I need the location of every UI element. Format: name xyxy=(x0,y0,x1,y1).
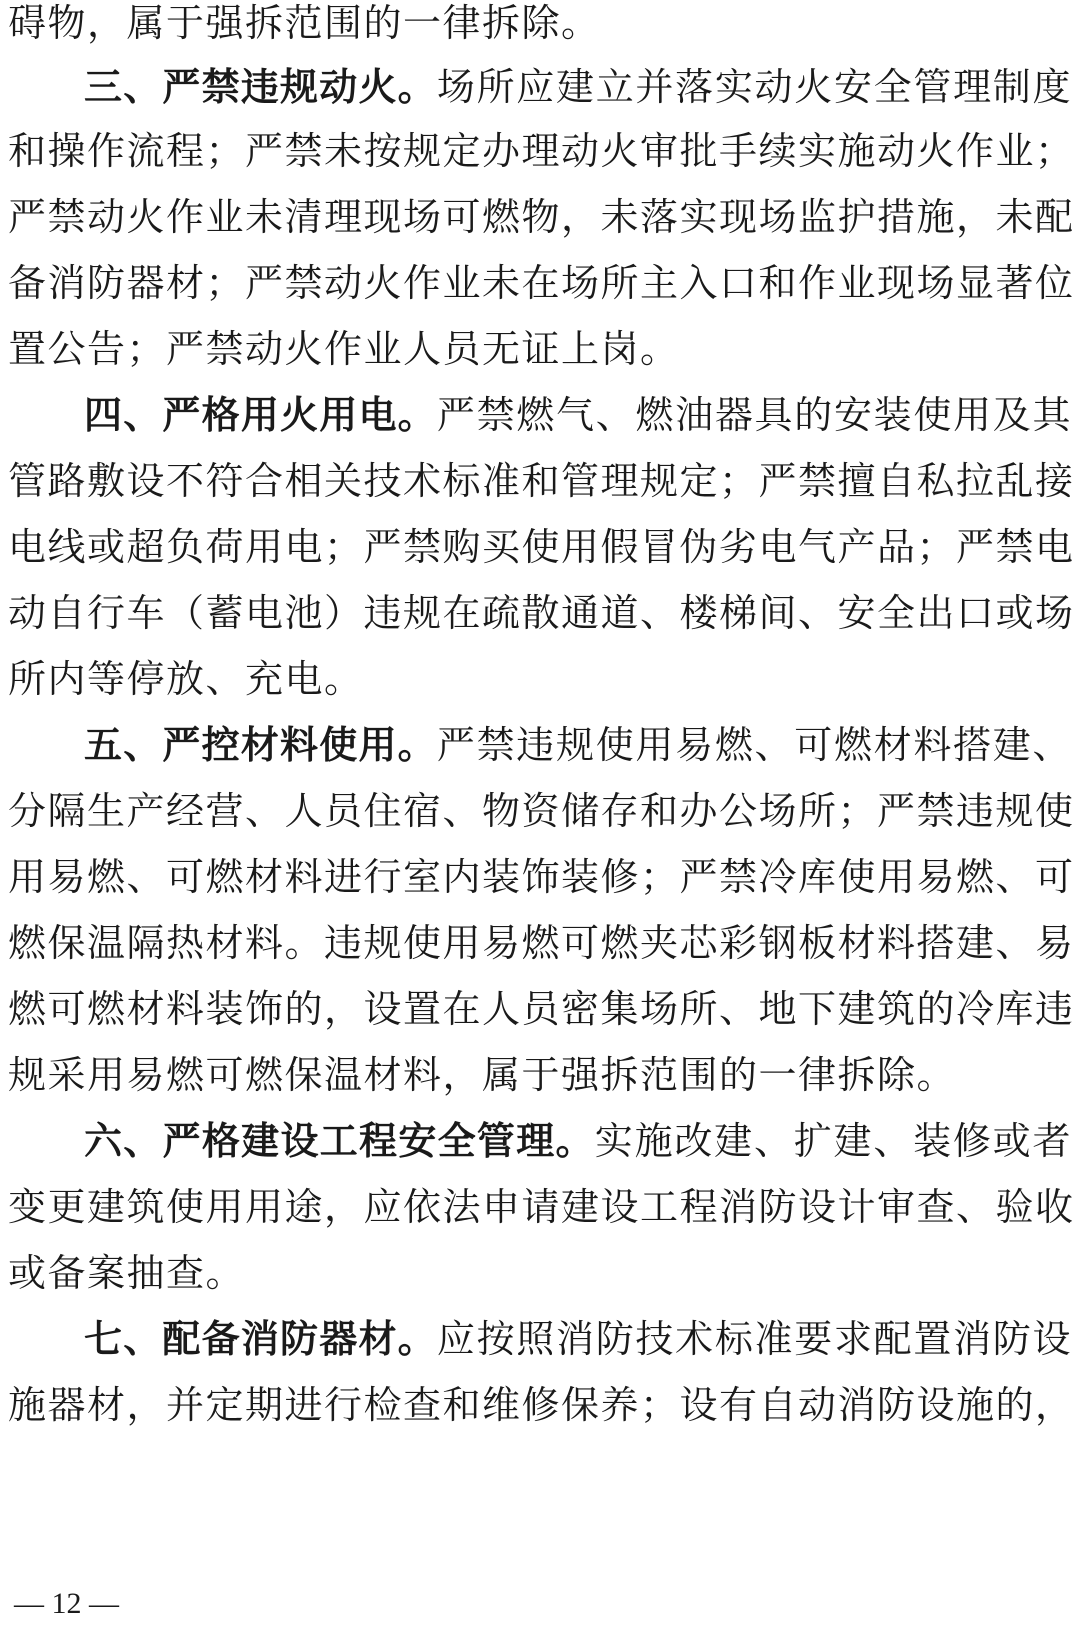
text-fragment: 燃保温隔热材料。违规使用易燃可燃夹芯彩钢板材料搭建、易 xyxy=(8,921,1075,965)
text-line xyxy=(8,1250,245,1296)
text-fragment: 实施改建、扩建、装修或者 xyxy=(594,1119,1072,1163)
text-line xyxy=(8,194,1075,240)
text-line xyxy=(8,524,1075,570)
text-line xyxy=(8,0,601,46)
text-fragment: 应按照消防技术标准要求配置消防设 xyxy=(436,1317,1072,1361)
text-fragment: 用易燃、可燃材料进行室内装饰装修；严禁冷库使用易燃、可 xyxy=(8,855,1075,899)
text-fragment: 分隔生产经营、人员住宿、物资储存和办公场所；严禁违规使 xyxy=(8,789,1075,833)
text-fragment: 碍物，属于强拆范围的一律拆除。 xyxy=(8,1,601,45)
section-5-line xyxy=(84,722,1072,768)
section-7-line xyxy=(84,1316,1072,1362)
page-number: — 12 — xyxy=(14,1587,119,1620)
text-line xyxy=(8,920,1075,966)
text-fragment: 燃可燃材料装饰的，设置在人员密集场所、地下建筑的冷库违 xyxy=(8,987,1075,1031)
text-line xyxy=(8,458,1075,504)
section-3-line xyxy=(84,64,1072,110)
section-heading-5: 五、严控材料使用。 xyxy=(84,723,437,767)
text-fragment: 规采用易燃可燃保温材料，属于强拆范围的一律拆除。 xyxy=(8,1053,957,1097)
text-fragment: 备消防器材；严禁动火作业未在场所主入口和作业现场显著位 xyxy=(8,261,1075,305)
text-fragment: 施器材，并定期进行检查和维修保养；设有自动消防设施的， xyxy=(8,1383,1075,1427)
text-line xyxy=(8,1052,956,1098)
text-fragment: 和操作流程；严禁未按规定办理动火审批手续实施动火作业； xyxy=(8,129,1075,173)
text-fragment: 管路敷设不符合相关技术标准和管理规定；严禁擅自私拉乱接 xyxy=(8,459,1075,503)
section-heading-3: 三、严禁违规动火。 xyxy=(84,65,437,109)
text-fragment: 严禁违规使用易燃、可燃材料搭建、 xyxy=(436,723,1072,767)
text-fragment: 电线或超负荷用电；严禁购买使用假冒伪劣电气产品；严禁电 xyxy=(8,525,1075,569)
text-fragment: 或备案抽查。 xyxy=(8,1251,246,1295)
text-line xyxy=(8,260,1075,306)
text-fragment: 严禁动火作业未清理现场可燃物，未落实现场监护措施，未配 xyxy=(8,195,1075,239)
text-line xyxy=(8,986,1075,1032)
text-line xyxy=(8,854,1075,900)
section-heading-7: 七、配备消防器材。 xyxy=(84,1317,437,1361)
text-line xyxy=(8,656,364,702)
text-line xyxy=(8,128,1075,174)
text-fragment: 严禁燃气、燃油器具的安装使用及其 xyxy=(436,393,1072,437)
text-fragment: 场所应建立并落实动火安全管理制度 xyxy=(436,65,1072,109)
text-line xyxy=(8,1184,1075,1230)
text-fragment: 动自行车（蓄电池）违规在疏散通道、楼梯间、安全出口或场 xyxy=(8,591,1075,635)
text-line xyxy=(8,326,680,372)
section-heading-6: 六、严格建设工程安全管理。 xyxy=(84,1119,595,1163)
section-heading-4: 四、严格用火用电。 xyxy=(84,393,437,437)
text-line xyxy=(8,1382,1075,1428)
section-6-line xyxy=(84,1118,1072,1164)
text-line xyxy=(8,788,1075,834)
text-fragment: 置公告；严禁动火作业人员无证上岗。 xyxy=(8,327,680,371)
text-fragment: 所内等停放、充电。 xyxy=(8,657,364,701)
text-line xyxy=(8,590,1075,636)
text-fragment: 变更建筑使用用途，应依法申请建设工程消防设计审查、验收 xyxy=(8,1185,1075,1229)
section-4-line xyxy=(84,392,1072,438)
